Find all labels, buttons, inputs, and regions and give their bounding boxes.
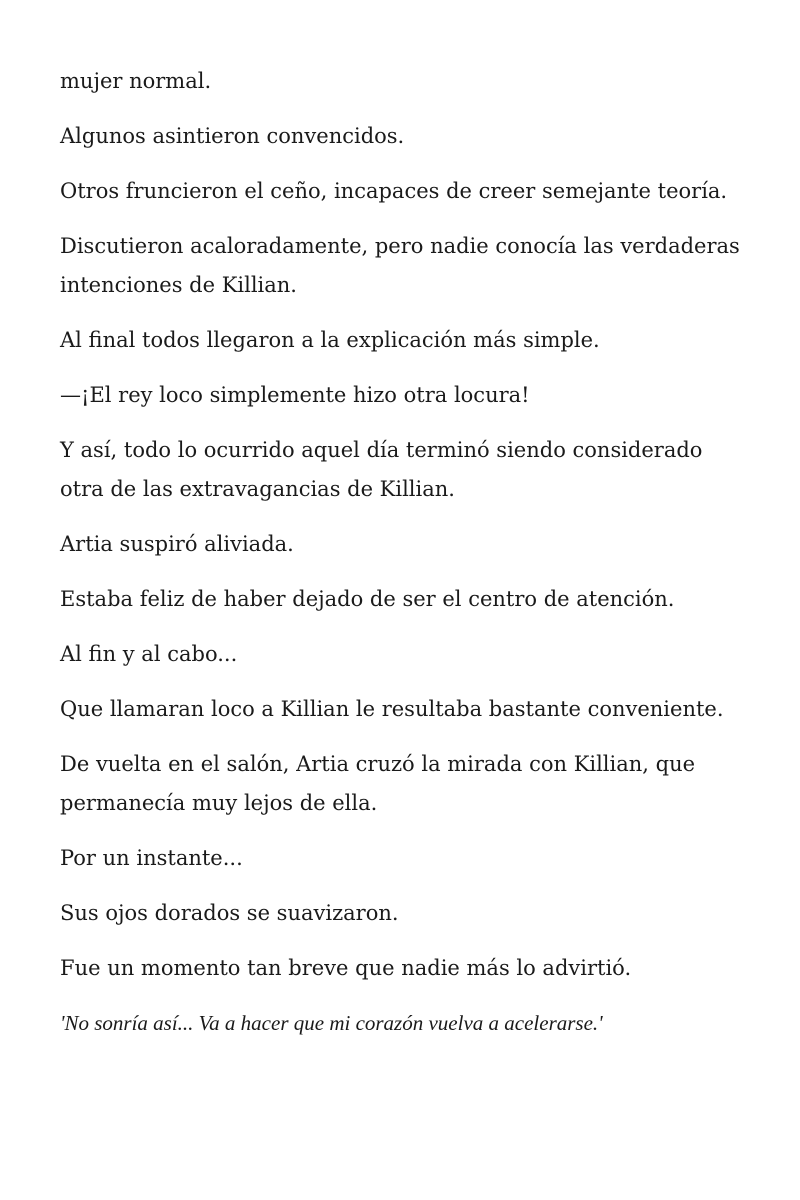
paragraph: Al final todos llegaron a la explicación más simple. <box>60 328 600 352</box>
paragraph: Algunos asintieron convencidos. <box>60 124 405 148</box>
paragraph: Otros fruncieron el ceño, incapaces de creer semejante teoría. <box>60 179 728 203</box>
paragraph: mujer normal. <box>60 69 212 93</box>
paragraph: Estaba feliz de haber dejado de ser el centro de atención. <box>60 587 675 611</box>
reading-page <box>60 62 750 1059</box>
paragraph: Y así, todo lo ocurrido aquel día terminó siendo considerado otra de las extravagancias de Killian. <box>60 438 703 501</box>
paragraph: Sus ojos dorados se suavizaron. <box>60 901 399 925</box>
paragraph: Artia suspiró aliviada. <box>60 532 294 556</box>
inner-thought: 'No sonría así... Va a hacer que mi corazón vuelva a acelerarse.' <box>60 1011 603 1035</box>
paragraph: Al fin y al cabo... <box>60 642 238 666</box>
paragraph: Por un instante... <box>60 846 243 870</box>
paragraph: —¡El rey loco simplemente hizo otra locura! <box>60 383 530 407</box>
paragraph: Que llamaran loco a Killian le resultaba bastante conveniente. <box>60 697 724 721</box>
paragraph: De vuelta en el salón, Artia cruzó la mirada con Killian, que permanecía muy lejos de ella. <box>60 752 696 815</box>
paragraph: Fue un momento tan breve que nadie más lo advirtió. <box>60 956 632 980</box>
paragraph: Discutieron acaloradamente, pero nadie conocía las verdaderas intenciones de Killian. <box>60 234 740 297</box>
